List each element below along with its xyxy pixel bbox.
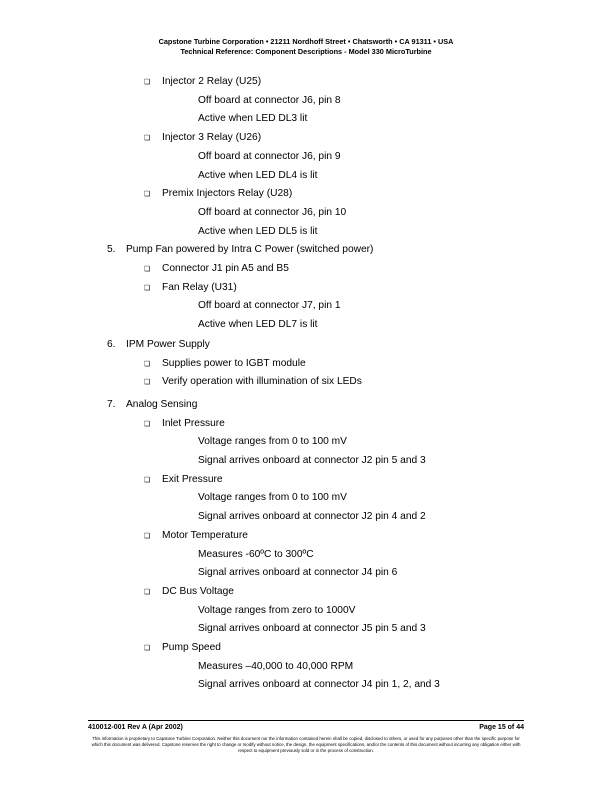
bullet-text: Injector 3 Relay (U26) (162, 132, 262, 144)
checkbox-bullet-icon: ❏ (144, 476, 151, 484)
bullet-text: Verify operation with illumination of six LEDs (162, 376, 362, 388)
bullet-text: Supplies power to IGBT module (162, 357, 306, 369)
bullet-text: Injector 2 Relay (U25) (162, 76, 262, 87)
checkbox-bullet-icon: ❏ (144, 135, 151, 143)
bullet-text: Pump Speed (162, 642, 221, 653)
footer-disclaimer: This information is proprietary to Capstone Turbine Corporation. Neither this document nor the information contained herein shall be copied, disclosed to others, or used for any purposes other than the specific purpose for which this document was delivered. Capstone reserves the right to change or modify without notice, the design, the equipment specifications, and/or the contents of this document without incurring any obligation either with respect to equipment previously sold or in the process of construction. (91, 736, 521, 754)
footer-page-number: Page 15 of 44 (479, 724, 524, 731)
item-text: IPM Power Supply (126, 338, 210, 350)
item-number: 6. (107, 338, 116, 350)
header-company-line: Capstone Turbine Corporation • 21211 Nordhoff Street • Chatsworth • CA 91311 • USA (158, 37, 454, 46)
detail-text: Off board at connector J6, pin 9 (198, 150, 341, 162)
checkbox-bullet-icon: ❏ (144, 360, 151, 368)
checkbox-bullet-icon: ❏ (144, 79, 151, 86)
bullet-text: Exit Pressure (162, 473, 223, 485)
detail-text: Signal arrives onboard at connector J4 pin 1, 2, and 3 (198, 679, 440, 691)
checkbox-bullet-icon: ❏ (144, 266, 151, 273)
detail-text: Voltage ranges from 0 to 100 mV (198, 436, 347, 448)
bullet-text: DC Bus Voltage (162, 585, 234, 597)
bullet-text: Connector J1 pin A5 and B5 (162, 263, 289, 274)
checkbox-bullet-icon: ❏ (144, 379, 151, 387)
bullet-text: Inlet Pressure (162, 417, 225, 429)
footer-document-id: 410012-001 Rev A (Apr 2002) (88, 724, 183, 731)
page-header (0, 37, 612, 57)
item-number: 5. (107, 244, 116, 256)
detail-text: Voltage ranges from 0 to 100 mV (198, 492, 347, 504)
item-text: Analog Sensing (126, 398, 198, 410)
detail-text: Active when LED DL4 is lit (198, 169, 318, 181)
bullet-text: Motor Temperature (162, 529, 248, 541)
checkbox-bullet-icon: ❏ (144, 191, 151, 199)
detail-text: Measures –40,000 to 40,000 RPM (198, 660, 354, 672)
checkbox-bullet-icon: ❏ (144, 532, 151, 540)
detail-text: Signal arrives onboard at connector J2 pin 5 and 3 (198, 455, 426, 466)
detail-text: Off board at connector J6, pin 8 (198, 94, 341, 106)
detail-text: Active when LED DL3 lit (198, 113, 308, 125)
detail-text: Signal arrives onboard at connector J5 pin 5 and 3 (198, 623, 426, 635)
detail-text: Active when LED DL5 is lit (198, 225, 318, 237)
detail-text: Measures -60ºC to 300ºC (198, 548, 314, 560)
detail-text: Signal arrives onboard at connector J4 pin 6 (198, 567, 398, 579)
detail-text: Voltage ranges from zero to 1000V (198, 604, 356, 616)
item-text: Pump Fan powered by Intra C Power (switched power) (126, 244, 374, 256)
bullet-text: Fan Relay (U31) (162, 281, 237, 293)
footer-divider (88, 720, 524, 721)
detail-text: Active when LED DL7 is lit (198, 319, 318, 331)
checkbox-bullet-icon: ❏ (144, 588, 151, 596)
bullet-text: Premix Injectors Relay (U28) (162, 188, 293, 200)
item-number: 7. (107, 398, 116, 410)
detail-text: Off board at connector J6, pin 10 (198, 206, 347, 218)
detail-text: Off board at connector J7, pin 1 (198, 300, 341, 312)
detail-text: Signal arrives onboard at connector J2 pin 4 and 2 (198, 511, 426, 523)
checkbox-bullet-icon: ❏ (144, 284, 151, 292)
checkbox-bullet-icon: ❏ (144, 645, 151, 652)
header-title-line: Technical Reference: Component Descriptions - Model 330 MicroTurbine (180, 47, 432, 56)
checkbox-bullet-icon: ❏ (144, 420, 151, 428)
